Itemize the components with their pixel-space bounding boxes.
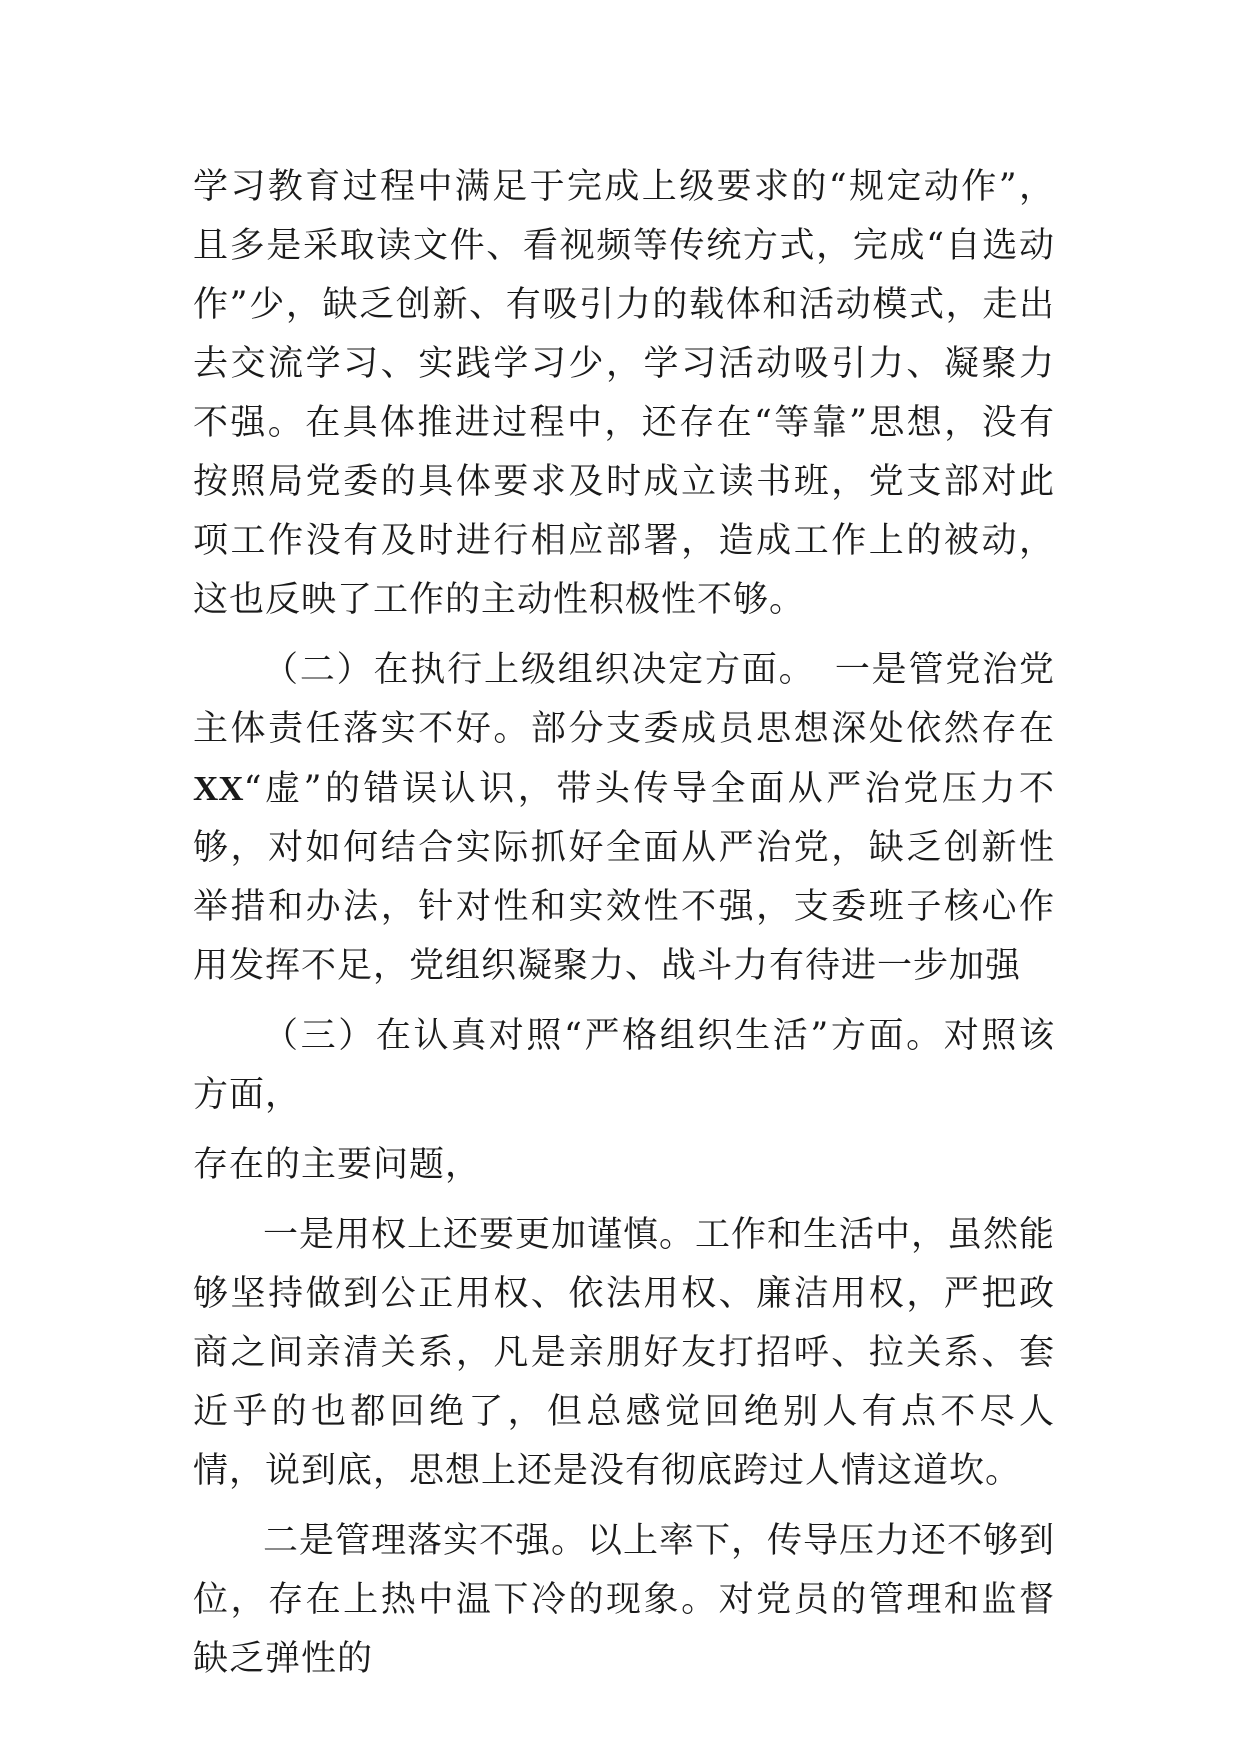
paragraph-study-education: 学习教育过程中满足于完成上级要求的“规定动作”，且多是采取读文件、看视频等传统方式，完成“自选动作”少，缺乏创新、有吸引力的载体和活动模式，走出去交流学习、实践学习少，学习活动吸引力、凝聚力不强。在具体推进过程中，还存在“等靠”思想，没有按照局党委的具体要求及时成立读书班，党支部对此项工作没有及时进行相应部署，造成工作上的被动，这也反映了工作的主动性积极性不够。 — [193, 167, 1055, 620]
paragraph-power-usage: 一是用权上还要更加谨慎。工作和生活中，虽然能够坚持做到公正用权、依法用权、廉洁用权，严把政商之间亲清关系，凡是亲朋好友打招呼、拉关系、套近乎的也都回绝了，但总感觉回绝别人有点不尽人情，说到底，思想上还是没有彻底跨过人情这道坎。 — [193, 1215, 1056, 1491]
paragraph-main-problems: 存在的主要问题， — [193, 1145, 482, 1185]
paragraph-management: 二是管理落实不强。以上率下，传导压力还不够到位，存在上热中温下冷的现象。对党员的管理和监督缺乏弹性的 — [193, 1521, 1056, 1679]
paragraph-section-two — [193, 641, 1055, 996]
document-body — [193, 158, 1055, 1700]
section-two-bold-placeholder: XX — [193, 769, 244, 808]
section-two-text-after: “虚”的错误认识，带头传导全面从严治党压力不够，对如何结合实际抓好全面从严治党，缺乏创新性举措和办法，针对性和实效性不强，支委班子核心作用发挥不足，党组织凝聚力、战斗力有待进一步加强 — [193, 769, 1055, 986]
paragraph-section-three-heading: （三）在认真对照“严格组织生活”方面。对照该方面， — [193, 1016, 1055, 1115]
section-two-text-before: （二）在执行上级组织决定方面。 一是管党治党主体责任落实不好。部分支委成员思想深处依然存在 — [193, 650, 1055, 749]
